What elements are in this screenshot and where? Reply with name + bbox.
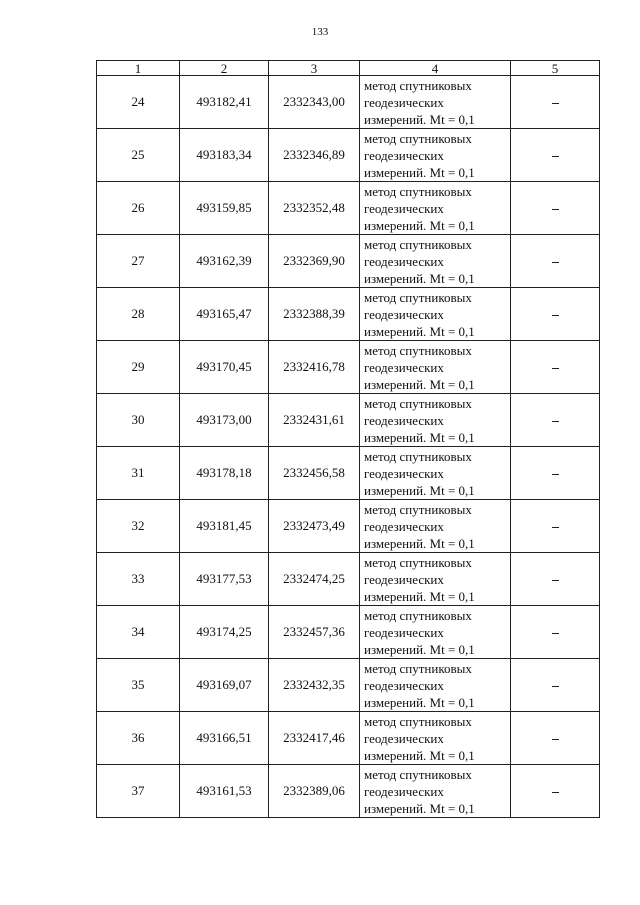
method-text-line: геодезических bbox=[364, 518, 444, 534]
table-header-row bbox=[97, 61, 600, 76]
method-text-line: измерений. Mt = 0,1 bbox=[364, 429, 475, 445]
method-text-line: измерений. Mt = 0,1 bbox=[364, 323, 475, 339]
column-5-cell bbox=[511, 341, 600, 394]
y-coordinate-cell: 2332473,49 bbox=[269, 500, 360, 553]
method-text-line: измерений. Mt = 0,1 bbox=[364, 482, 475, 498]
method-text-line: измерений. Mt = 0,1 bbox=[364, 588, 475, 604]
method-text-line: метод спутниковых bbox=[364, 448, 472, 464]
table-row bbox=[97, 447, 600, 500]
method-cell bbox=[360, 500, 511, 553]
x-coordinate-cell: 493169,07 bbox=[180, 659, 269, 712]
table-row bbox=[97, 341, 600, 394]
dash-mark bbox=[552, 686, 559, 687]
table-row bbox=[97, 76, 600, 129]
method-text-line: геодезических bbox=[364, 730, 444, 746]
y-coordinate-cell: 2332432,35 bbox=[269, 659, 360, 712]
y-coordinate-cell: 2332389,06 bbox=[269, 765, 360, 818]
point-number-cell: 25 bbox=[97, 129, 180, 182]
method-text-line: метод спутниковых bbox=[364, 77, 472, 93]
method-text-line: метод спутниковых bbox=[364, 130, 472, 146]
column-5-cell bbox=[511, 394, 600, 447]
dash-mark bbox=[552, 527, 559, 528]
point-number-cell: 33 bbox=[97, 553, 180, 606]
method-text-line: метод спутниковых bbox=[364, 395, 472, 411]
method-text-line: измерений. Mt = 0,1 bbox=[364, 694, 475, 710]
method-text-line: геодезических bbox=[364, 359, 444, 375]
method-cell bbox=[360, 553, 511, 606]
method-cell bbox=[360, 182, 511, 235]
method-text-line: метод спутниковых bbox=[364, 289, 472, 305]
column-5-cell bbox=[511, 712, 600, 765]
method-text-line: метод спутниковых bbox=[364, 501, 472, 517]
x-coordinate-cell: 493166,51 bbox=[180, 712, 269, 765]
method-text-line: метод спутниковых bbox=[364, 342, 472, 358]
y-coordinate-cell: 2332416,78 bbox=[269, 341, 360, 394]
method-text-line: геодезических bbox=[364, 677, 444, 693]
y-coordinate-cell: 2332417,46 bbox=[269, 712, 360, 765]
method-text-line: метод спутниковых bbox=[364, 183, 472, 199]
y-coordinate-cell: 2332457,36 bbox=[269, 606, 360, 659]
y-coordinate-cell: 2332369,90 bbox=[269, 235, 360, 288]
x-coordinate-cell: 493165,47 bbox=[180, 288, 269, 341]
table-row bbox=[97, 712, 600, 765]
table-row bbox=[97, 129, 600, 182]
column-5-cell bbox=[511, 76, 600, 129]
method-text-line: метод спутниковых bbox=[364, 713, 472, 729]
dash-mark bbox=[552, 474, 559, 475]
method-cell bbox=[360, 235, 511, 288]
column-5-cell bbox=[511, 765, 600, 818]
method-text-line: метод спутниковых bbox=[364, 660, 472, 676]
method-cell bbox=[360, 447, 511, 500]
y-coordinate-cell: 2332474,25 bbox=[269, 553, 360, 606]
method-cell bbox=[360, 765, 511, 818]
x-coordinate-cell: 493161,53 bbox=[180, 765, 269, 818]
column-5-cell bbox=[511, 129, 600, 182]
method-text-line: метод спутниковых bbox=[364, 554, 472, 570]
method-text-line: геодезических bbox=[364, 253, 444, 269]
method-text-line: геодезических bbox=[364, 465, 444, 481]
dash-mark bbox=[552, 209, 559, 210]
method-cell bbox=[360, 288, 511, 341]
y-coordinate-cell: 2332456,58 bbox=[269, 447, 360, 500]
method-text-line: измерений. Mt = 0,1 bbox=[364, 747, 475, 763]
dash-mark bbox=[552, 368, 559, 369]
column-header-1: 1 bbox=[97, 61, 180, 76]
table-row bbox=[97, 235, 600, 288]
column-5-cell bbox=[511, 606, 600, 659]
table-row bbox=[97, 659, 600, 712]
y-coordinate-cell: 2332352,48 bbox=[269, 182, 360, 235]
dash-mark bbox=[552, 580, 559, 581]
dash-mark bbox=[552, 156, 559, 157]
method-text-line: метод спутниковых bbox=[364, 236, 472, 252]
method-text-line: измерений. Mt = 0,1 bbox=[364, 111, 475, 127]
method-text-line: геодезических bbox=[364, 306, 444, 322]
column-5-cell bbox=[511, 235, 600, 288]
x-coordinate-cell: 493183,34 bbox=[180, 129, 269, 182]
x-coordinate-cell: 493182,41 bbox=[180, 76, 269, 129]
point-number-cell: 29 bbox=[97, 341, 180, 394]
x-coordinate-cell: 493177,53 bbox=[180, 553, 269, 606]
table-row bbox=[97, 765, 600, 818]
point-number-cell: 37 bbox=[97, 765, 180, 818]
method-text-line: измерений. Mt = 0,1 bbox=[364, 535, 475, 551]
method-text-line: геодезических bbox=[364, 147, 444, 163]
dash-mark bbox=[552, 421, 559, 422]
column-5-cell bbox=[511, 447, 600, 500]
column-5-cell bbox=[511, 659, 600, 712]
point-number-cell: 30 bbox=[97, 394, 180, 447]
dash-mark bbox=[552, 315, 559, 316]
method-cell bbox=[360, 659, 511, 712]
page-number: 133 bbox=[311, 26, 329, 38]
dash-mark bbox=[552, 262, 559, 263]
method-text-line: геодезических bbox=[364, 783, 444, 799]
method-text-line: геодезических bbox=[364, 94, 444, 110]
method-text-line: измерений. Mt = 0,1 bbox=[364, 217, 475, 233]
method-text-line: метод спутниковых bbox=[364, 766, 472, 782]
point-number-cell: 32 bbox=[97, 500, 180, 553]
method-text-line: измерений. Mt = 0,1 bbox=[364, 800, 475, 816]
point-number-cell: 28 bbox=[97, 288, 180, 341]
method-text-line: геодезических bbox=[364, 571, 444, 587]
method-text-line: измерений. Mt = 0,1 bbox=[364, 376, 475, 392]
column-5-cell bbox=[511, 182, 600, 235]
method-cell bbox=[360, 129, 511, 182]
method-cell bbox=[360, 712, 511, 765]
y-coordinate-cell: 2332343,00 bbox=[269, 76, 360, 129]
method-cell bbox=[360, 606, 511, 659]
table-row bbox=[97, 182, 600, 235]
point-number-cell: 27 bbox=[97, 235, 180, 288]
column-header-3: 3 bbox=[269, 61, 360, 76]
coordinates-table bbox=[96, 60, 600, 818]
method-text-line: геодезических bbox=[364, 200, 444, 216]
method-text-line: измерений. Mt = 0,1 bbox=[364, 164, 475, 180]
y-coordinate-cell: 2332431,61 bbox=[269, 394, 360, 447]
point-number-cell: 26 bbox=[97, 182, 180, 235]
point-number-cell: 24 bbox=[97, 76, 180, 129]
table-row bbox=[97, 394, 600, 447]
column-header-4: 4 bbox=[360, 61, 511, 76]
column-5-cell bbox=[511, 553, 600, 606]
point-number-cell: 36 bbox=[97, 712, 180, 765]
method-cell bbox=[360, 341, 511, 394]
x-coordinate-cell: 493170,45 bbox=[180, 341, 269, 394]
method-cell bbox=[360, 394, 511, 447]
point-number-cell: 31 bbox=[97, 447, 180, 500]
x-coordinate-cell: 493162,39 bbox=[180, 235, 269, 288]
method-cell bbox=[360, 76, 511, 129]
column-header-2: 2 bbox=[180, 61, 269, 76]
dash-mark bbox=[552, 103, 559, 104]
dash-mark bbox=[552, 633, 559, 634]
column-header-5: 5 bbox=[511, 61, 600, 76]
method-text-line: геодезических bbox=[364, 624, 444, 640]
point-number-cell: 35 bbox=[97, 659, 180, 712]
y-coordinate-cell: 2332388,39 bbox=[269, 288, 360, 341]
method-text-line: измерений. Mt = 0,1 bbox=[364, 270, 475, 286]
point-number-cell: 34 bbox=[97, 606, 180, 659]
column-5-cell bbox=[511, 500, 600, 553]
dash-mark bbox=[552, 792, 559, 793]
table-row bbox=[97, 500, 600, 553]
column-5-cell bbox=[511, 288, 600, 341]
y-coordinate-cell: 2332346,89 bbox=[269, 129, 360, 182]
dash-mark bbox=[552, 739, 559, 740]
x-coordinate-cell: 493178,18 bbox=[180, 447, 269, 500]
table-row bbox=[97, 288, 600, 341]
method-text-line: измерений. Mt = 0,1 bbox=[364, 641, 475, 657]
method-text-line: метод спутниковых bbox=[364, 607, 472, 623]
x-coordinate-cell: 493181,45 bbox=[180, 500, 269, 553]
x-coordinate-cell: 493173,00 bbox=[180, 394, 269, 447]
table-row bbox=[97, 606, 600, 659]
x-coordinate-cell: 493159,85 bbox=[180, 182, 269, 235]
table-row bbox=[97, 553, 600, 606]
method-text-line: геодезических bbox=[364, 412, 444, 428]
x-coordinate-cell: 493174,25 bbox=[180, 606, 269, 659]
